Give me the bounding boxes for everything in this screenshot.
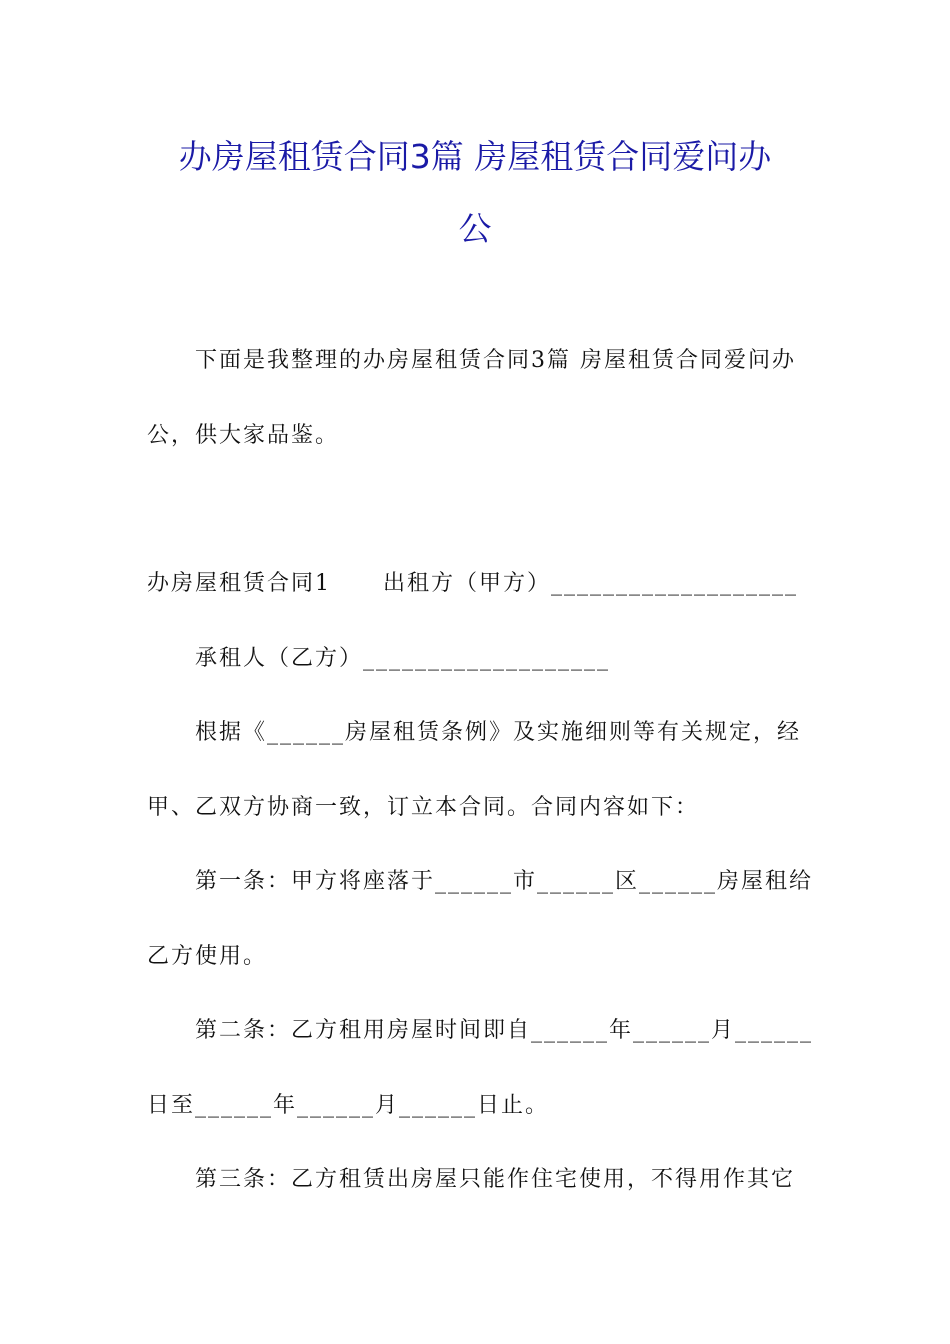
contract-header-line bbox=[147, 569, 798, 599]
basis-paragraph-line-2: 甲、乙双方协商一致，订立本合同。合同内容如下： bbox=[147, 795, 700, 820]
article-2-line-1: 第二条：乙方租用房屋时间即自______年______月______ bbox=[195, 1018, 814, 1043]
basis-paragraph-line-1: 根据《______房屋租赁条例》及实施细则等有关规定，经 bbox=[195, 720, 802, 745]
intro-paragraph-line-2: 公，供大家品鉴。 bbox=[147, 423, 340, 448]
intro-paragraph-line-1: 下面是我整理的办房屋租赁合同3篇 房屋租赁合同爱问办 bbox=[195, 348, 796, 373]
document-title-line-1: 办房屋租赁合同3篇 房屋租赁合同爱问办 bbox=[178, 137, 772, 176]
document-title-line-2: 公 bbox=[458, 209, 492, 248]
article-1-line-2: 乙方使用。 bbox=[147, 944, 268, 969]
lessee-field: 承租人（乙方）___________________ bbox=[195, 646, 611, 671]
lessor-field: 出租方（甲方）___________________ bbox=[383, 571, 799, 596]
article-3-line-1: 第三条：乙方租赁出房屋只能作住宅使用，不得用作其它 bbox=[195, 1167, 796, 1192]
article-1-line-1: 第一条：甲方将座落于______市______区______房屋租给 bbox=[195, 869, 814, 894]
contract-heading: 办房屋租赁合同1 bbox=[147, 571, 331, 596]
article-2-line-2: 日至______年______月______日止。 bbox=[147, 1093, 550, 1118]
